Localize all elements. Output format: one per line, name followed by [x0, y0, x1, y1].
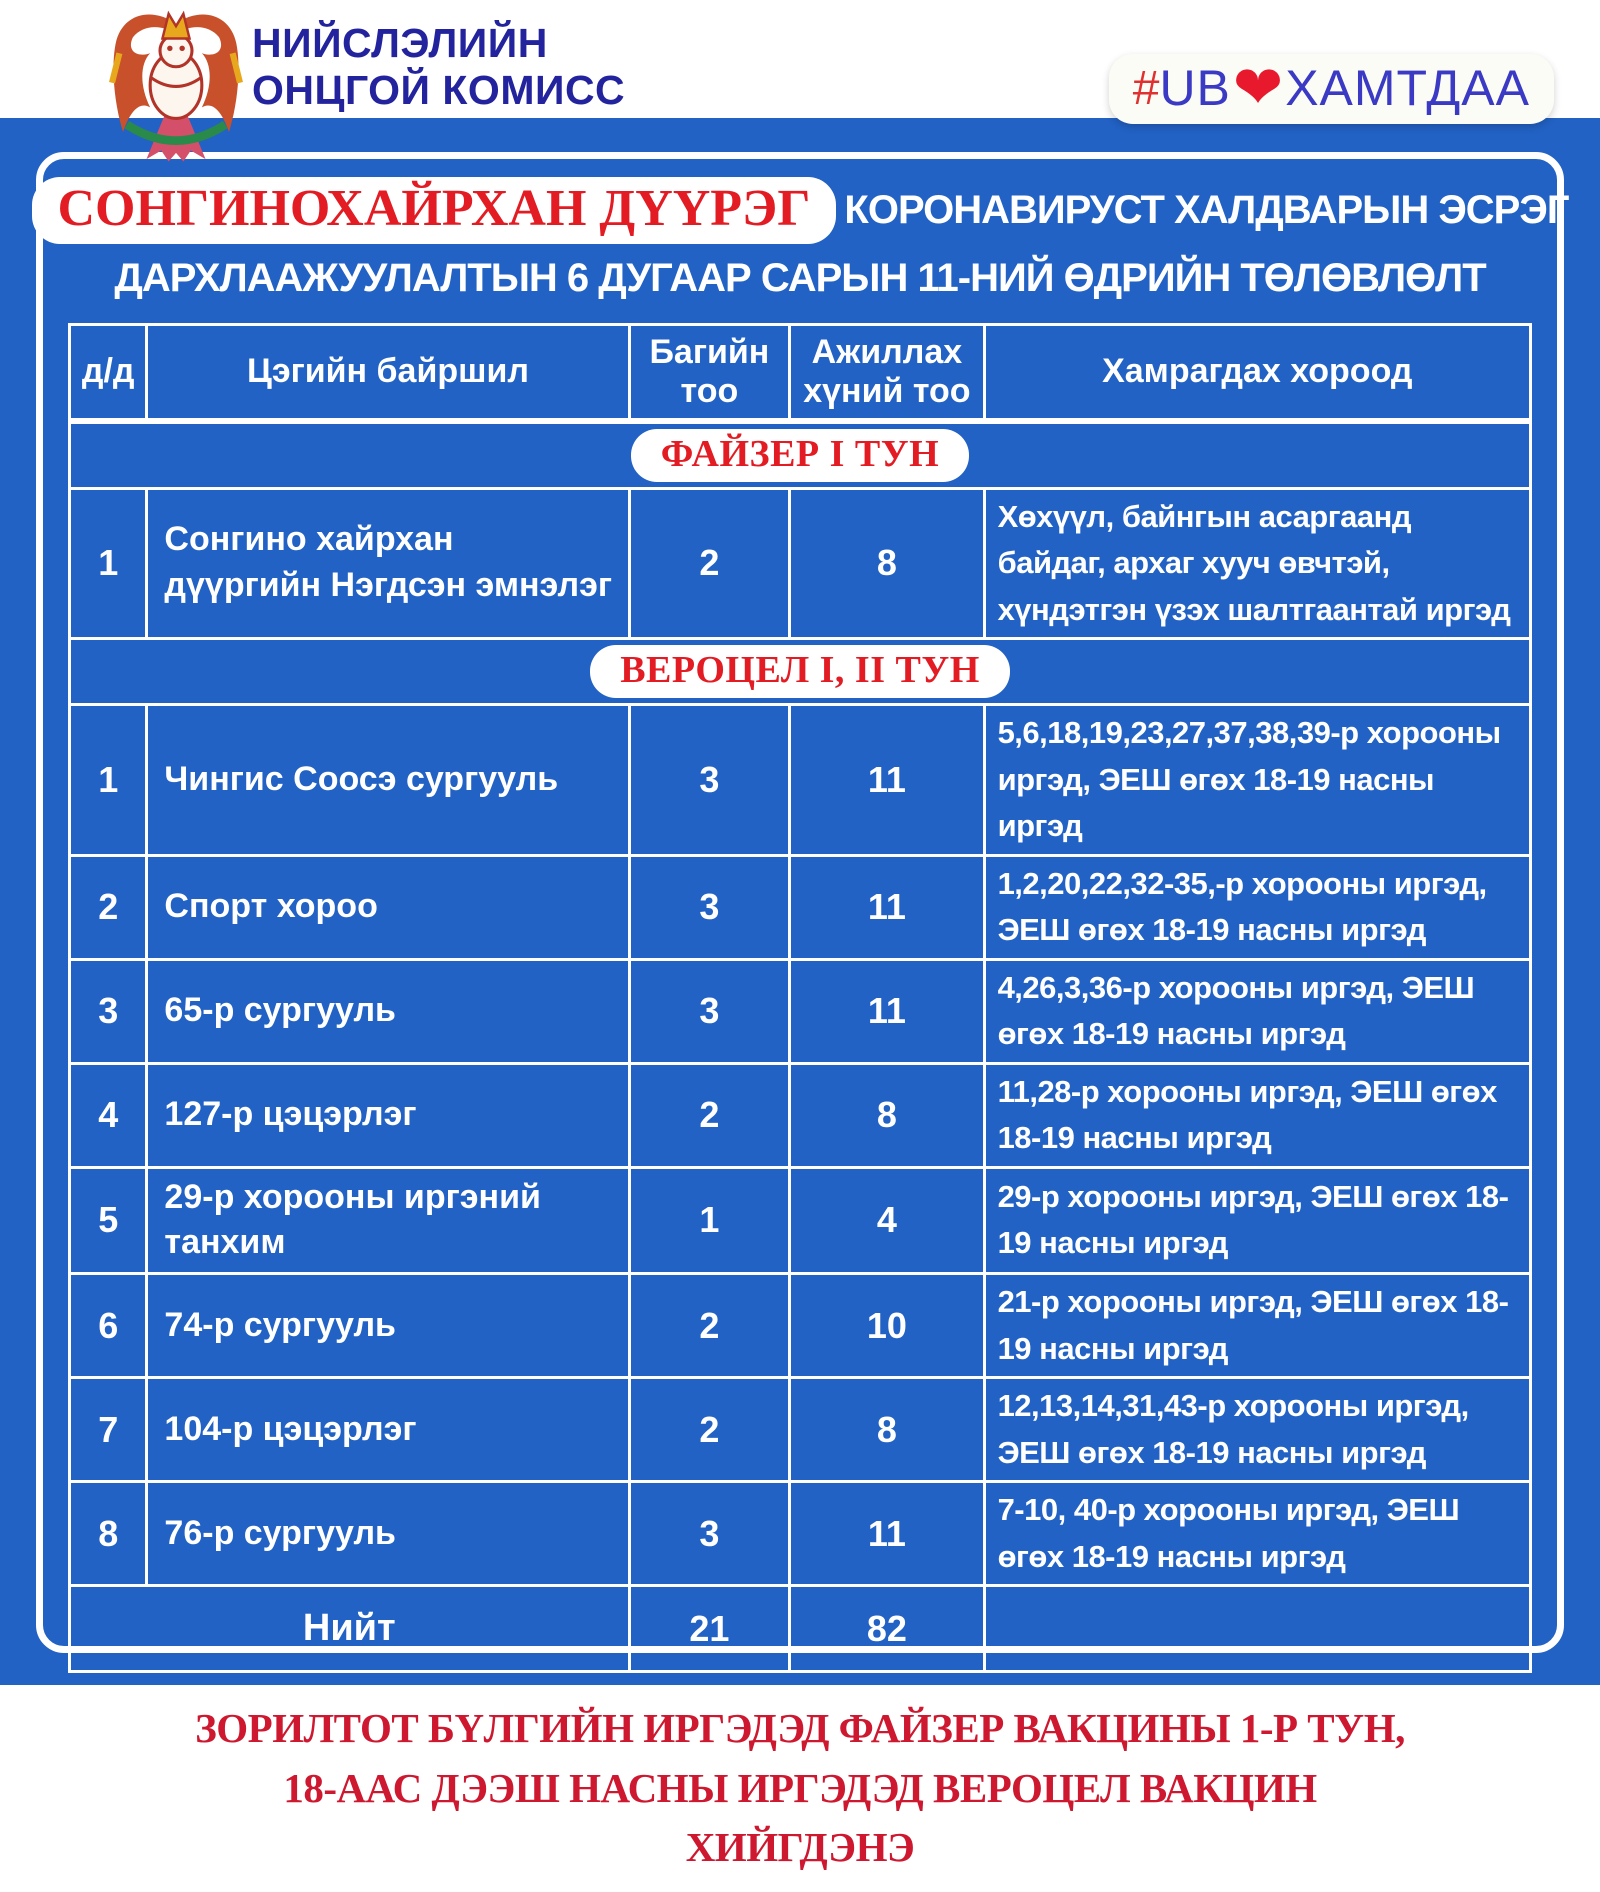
cell-no: 8 [70, 1482, 147, 1586]
table-row [70, 1274, 1531, 1378]
cell-location: Спорт хороо [147, 855, 629, 959]
cell-teams: 3 [629, 705, 790, 856]
cell-teams: 2 [629, 1378, 790, 1482]
cell-teams: 3 [629, 1482, 790, 1586]
cell-teams: 3 [629, 855, 790, 959]
total-teams: 21 [629, 1586, 790, 1672]
cell-teams: 1 [629, 1167, 790, 1274]
section-header-verocell [70, 639, 1531, 705]
content-frame [36, 152, 1569, 1871]
cell-no: 1 [70, 488, 147, 639]
footer-note-line1: ЗОРИЛТОТ БҮЛГИЙН ИРГЭДЭД ФАЙЗЕР ВАКЦИНЫ 1-Р ТУН, [195, 1705, 1405, 1752]
cell-khoroos: 12,13,14,31,43-р хорооны иргэд, ЭЕШ өгөх 18-19 насны иргэд [984, 1378, 1530, 1482]
cell-no: 7 [70, 1378, 147, 1482]
table-row [70, 1063, 1531, 1167]
cell-khoroos: Хөхүүл, байнгын асаргаанд байдаг, архаг хууч өвчтэй, хүндэтгэн үзэх шалтгаантай иргэд [984, 488, 1530, 639]
total-label: Нийт [70, 1586, 630, 1672]
cell-location: Сонгино хайрхан дүүргийн Нэгдсэн эмнэлэг [147, 488, 629, 639]
cell-khoroos: 7-10, 40-р хорооны иргэд, ЭЕШ өгөх 18-19 насны иргэд [984, 1482, 1530, 1586]
cell-khoroos: 21-р хорооны иргэд, ЭЕШ өгөх 18-19 насны иргэд [984, 1274, 1530, 1378]
vaccination-table [68, 323, 1532, 1673]
table-row [70, 1167, 1531, 1274]
org-title-line2: ОНЦГОЙ КОМИСС [252, 66, 626, 113]
cell-no: 5 [70, 1167, 147, 1274]
total-row [70, 1586, 1531, 1672]
cell-teams: 2 [629, 1274, 790, 1378]
cell-workers: 11 [790, 855, 984, 959]
heart-icon: ❤ [1232, 54, 1284, 121]
cell-teams: 2 [629, 488, 790, 639]
table-row [70, 1378, 1531, 1482]
col-header-workers: Ажиллах хүний тоо [790, 325, 984, 421]
ub-together-badge [1109, 54, 1554, 124]
table-row [70, 959, 1531, 1063]
total-khoroos-empty [984, 1586, 1530, 1672]
table-row [70, 488, 1531, 639]
cell-no: 6 [70, 1274, 147, 1378]
section-header-pfizer [70, 421, 1531, 489]
cell-workers: 10 [790, 1274, 984, 1378]
table-header-row [70, 325, 1531, 421]
cell-khoroos: 29-р хорооны иргэд, ЭЕШ өгөх 18-19 насны иргэд [984, 1167, 1530, 1274]
badge-word-label: ХАМТДАА [1285, 60, 1530, 116]
badge-ub-label: UB [1159, 60, 1231, 116]
cell-no: 1 [70, 705, 147, 856]
table-row [70, 855, 1531, 959]
cell-khoroos: 11,28-р хорооны иргэд, ЭЕШ өгөх 18-19 насны иргэд [984, 1063, 1530, 1167]
table-row [70, 1482, 1531, 1586]
cell-teams: 2 [629, 1063, 790, 1167]
cell-workers: 4 [790, 1167, 984, 1274]
cell-teams: 3 [629, 959, 790, 1063]
cell-location: 74-р сургууль [147, 1274, 629, 1378]
cell-workers: 11 [790, 1482, 984, 1586]
cell-khoroos: 5,6,18,19,23,27,37,38,39-р хорооны иргэд, ЭЕШ өгөх 18-19 насны иргэд [984, 705, 1530, 856]
cell-location: 29-р хорооны иргэний танхим [147, 1167, 629, 1274]
cell-location: 127-р цэцэрлэг [147, 1063, 629, 1167]
main-panel [0, 118, 1600, 1871]
garuda-emblem-logo [100, 4, 252, 169]
total-workers: 82 [790, 1586, 984, 1672]
poster-title-line1 [51, 177, 1569, 244]
footer-note [150, 1689, 1450, 1891]
cell-khoroos: 4,26,3,36-р хорооны иргэд, ЭЕШ өгөх 18-19 насны иргэд [984, 959, 1530, 1063]
hashtag-symbol: # [1132, 61, 1160, 115]
col-header-khoroos: Хамрагдах хороод [984, 325, 1530, 421]
title-rest-text: КОРОНАВИРУСТ ХАЛДВАРЫН ЭСРЭГ [844, 188, 1569, 232]
cell-workers: 8 [790, 488, 984, 639]
col-header-no: д/д [70, 325, 147, 421]
district-name-pill: СОНГИНОХАЙРХАН ДҮҮРЭГ [32, 177, 837, 244]
cell-location: 104-р цэцэрлэг [147, 1378, 629, 1482]
section-pill-label: ФАЙЗЕР I ТУН [631, 429, 969, 482]
org-title-line1: НИЙСЛЭЛИЙН [252, 20, 548, 66]
poster-title-line2: ДАРХЛААЖУУЛАЛТЫН 6 ДУГААР САРЫН 11-НИЙ ӨДРИЙН ТӨЛӨВЛӨЛТ [114, 256, 1486, 300]
cell-location: 76-р сургууль [147, 1482, 629, 1586]
footer-note-line2: 18-ААС ДЭЭШ НАСНЫ ИРГЭДЭД ВЕРОЦЕЛ ВАКЦИН ХИЙГДЭНЭ [283, 1764, 1317, 1871]
cell-no: 2 [70, 855, 147, 959]
cell-location: 65-р сургууль [147, 959, 629, 1063]
col-header-teams: Багийн тоо [629, 325, 790, 421]
cell-workers: 11 [790, 705, 984, 856]
org-title [252, 20, 625, 113]
table-row [70, 705, 1531, 856]
cell-workers: 11 [790, 959, 984, 1063]
section-pill-label: ВЕРОЦЕЛ I, II ТУН [590, 645, 1010, 698]
cell-no: 3 [70, 959, 147, 1063]
col-header-location: Цэгийн байршил [147, 325, 629, 421]
cell-workers: 8 [790, 1063, 984, 1167]
cell-workers: 8 [790, 1378, 984, 1482]
cell-location: Чингис Соосэ сургууль [147, 705, 629, 856]
cell-no: 4 [70, 1063, 147, 1167]
cell-khoroos: 1,2,20,22,32-35,-р хорооны иргэд, ЭЕШ өгөх 18-19 насны иргэд [984, 855, 1530, 959]
